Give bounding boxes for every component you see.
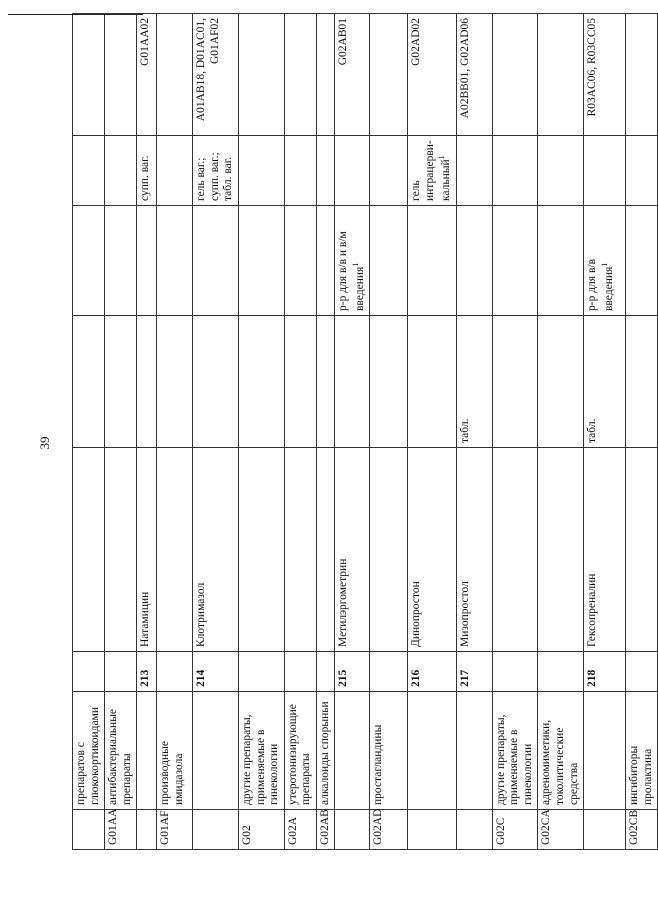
row-atc-cell [137,14,157,136]
row-code-cell-text: G02CB [628,809,641,845]
row-form-injection-cell [73,206,105,316]
row-form-other-cell [538,136,584,206]
row-group-cell-text: простагландины [372,724,385,805]
row-group-cell [157,692,193,810]
row-code-cell [335,810,370,850]
row-code-cell-text: G02A [286,816,299,845]
row-group-cell [335,692,370,810]
row-group-cell [137,692,157,810]
table-row [335,14,370,850]
row-atc-cell [238,14,284,136]
row-drug-name-cell-text: Динопростон [410,581,423,647]
row-form-injection-cell [316,206,335,316]
row-atc-cell [316,14,335,136]
table-row [538,14,584,850]
row-form-injection-cell [370,206,408,316]
row-form-injection-cell [238,206,284,316]
row-form-tablet-cell [335,316,370,448]
row-number-cell [73,652,105,692]
row-form-tablet-cell [193,316,239,448]
row-code-cell-text: G01AF [159,810,172,845]
row-drug-name-cell [105,448,137,652]
row-drug-name-cell [584,448,626,652]
row-number-cell-text: 216 [410,669,423,687]
row-form-tablet-cell-text: табл. [586,418,599,443]
row-form-tablet-cell [538,316,584,448]
row-group-cell [238,692,284,810]
row-code-cell-text: G02AD [372,808,385,845]
row-drug-name-cell [626,448,658,652]
table-row [238,14,284,850]
row-atc-cell [105,14,137,136]
row-form-injection-cell-text: р-р для в/в и в/м введения [337,231,366,311]
row-form-tablet-cell [492,316,538,448]
row-atc-cell [157,14,193,136]
row-group-cell [492,692,538,810]
table-row [284,14,316,850]
footnote-marker: 1 [599,262,609,267]
row-number-cell [193,652,239,692]
row-number-cell-text: 217 [458,669,471,687]
row-atc-cell [284,14,316,136]
row-drug-name-cell [538,448,584,652]
row-form-other-cell-text: гель ваг.; супп. ваг.; табл. ваг. [195,152,235,201]
row-group-cell-text: антибактериальные препараты [107,708,133,805]
row-drug-name-cell-text: Мизопростол [458,581,471,647]
table-row [584,14,626,850]
row-form-injection-cell [157,206,193,316]
row-atc-cell-text: A01AB18, D01AC01, G01AF02 [195,18,221,122]
row-form-other-cell [316,136,335,206]
row-group-cell [584,692,626,810]
row-form-tablet-cell [316,316,335,448]
row-group-cell [626,692,658,810]
row-form-tablet-cell [626,316,658,448]
row-number-cell [370,652,408,692]
row-group-cell-text: другие препараты, применяемые в гинекологии [494,714,534,805]
row-atc-cell [626,14,658,136]
row-number-cell [538,652,584,692]
row-form-injection-cell [284,206,316,316]
row-number-cell [105,652,137,692]
row-group-cell [370,692,408,810]
row-number-cell-text: 215 [337,669,350,687]
row-drug-name-cell [370,448,408,652]
row-group-cell-text: препаратов с глюкокортикоидами [75,706,101,805]
row-drug-name-cell [316,448,335,652]
row-atc-cell [193,14,239,136]
row-code-cell-text: G02CA [540,809,553,845]
table-row [105,14,137,850]
row-form-other-cell [335,136,370,206]
row-form-injection-cell [492,206,538,316]
row-number-cell [456,652,492,692]
row-code-cell [408,810,457,850]
row-form-injection-cell [408,206,457,316]
row-number-cell-text: 218 [586,669,599,687]
row-form-injection-cell [335,206,370,316]
row-atc-cell-text: G02AD02 [410,18,423,66]
row-group-cell-text: производные имидазола [159,741,185,805]
row-atc-cell [538,14,584,136]
row-number-cell-text: 214 [195,669,208,687]
row-form-injection-cell [137,206,157,316]
row-code-cell-text: G01AA [107,808,120,845]
row-code-cell [456,810,492,850]
row-atc-cell [73,14,105,136]
row-form-other-cell-text: супп. ваг. [139,155,152,201]
table-row [626,14,658,850]
row-atc-cell [492,14,538,136]
row-atc-cell-text: A02BB01, G02AD06 [458,18,471,119]
drug-table-body [73,14,658,850]
table-row [316,14,335,850]
row-atc-cell [408,14,457,136]
row-form-other-cell [408,136,457,206]
row-atc-cell-text: G01AA02 [139,18,152,66]
row-code-cell [370,810,408,850]
row-group-cell [538,692,584,810]
table-row [370,14,408,850]
row-form-injection-cell [456,206,492,316]
row-form-other-cell [157,136,193,206]
row-form-other-cell [137,136,157,206]
row-code-cell [316,810,335,850]
row-form-injection-cell [193,206,239,316]
row-group-cell-text: другие препараты, применяемые в гинекологии [240,714,281,805]
row-drug-name-cell [73,448,105,652]
row-code-cell [284,810,316,850]
row-number-cell [137,652,157,692]
row-form-tablet-cell [284,316,316,448]
row-code-cell [193,810,239,850]
row-code-cell [626,810,658,850]
row-number-cell [492,652,538,692]
row-group-cell [193,692,239,810]
row-drug-name-cell-text: Метилэргометрин [337,558,350,647]
row-group-cell [284,692,316,810]
row-code-cell [137,810,157,850]
row-code-cell [538,810,584,850]
row-form-tablet-cell-text: табл. [458,418,471,443]
row-group-cell [408,692,457,810]
row-form-other-cell [284,136,316,206]
row-number-cell [284,652,316,692]
row-form-other-cell-text: гель интрацерви- кальный [410,140,453,201]
drug-table [72,13,658,850]
row-atc-cell-text: R03AC06, R03CC05 [586,18,599,117]
footnote-marker: 1 [350,262,360,267]
table-row [408,14,457,850]
row-form-other-cell [73,136,105,206]
row-group-cell-text: ингибиторы пролактина [628,745,654,805]
row-atc-cell [370,14,408,136]
row-drug-name-cell [157,448,193,652]
row-form-injection-cell [584,206,626,316]
table-row [456,14,492,850]
row-atc-cell-text: G02AB01 [337,18,350,66]
row-form-injection-cell [626,206,658,316]
row-atc-cell [584,14,626,136]
row-form-other-cell [626,136,658,206]
row-form-tablet-cell [73,316,105,448]
row-number-cell [157,652,193,692]
row-form-injection-cell [538,206,584,316]
footnote-rule [8,14,143,15]
row-form-other-cell [238,136,284,206]
row-drug-name-cell [193,448,239,652]
row-form-injection-cell-text: р-р для в/в введения [586,258,615,311]
page-number: 39 [37,436,52,450]
table-row [193,14,239,850]
row-drug-name-cell [456,448,492,652]
table-row [137,14,157,850]
table-row [492,14,538,850]
row-code-cell-text: G02C [494,817,507,845]
row-form-other-cell [193,136,239,206]
row-drug-name-cell [238,448,284,652]
row-number-cell [316,652,335,692]
row-group-cell [316,692,335,810]
row-number-cell-text: 213 [139,669,152,687]
row-code-cell [584,810,626,850]
row-drug-name-cell [284,448,316,652]
row-group-cell-text: утеротонизирующие препараты [286,704,313,805]
row-drug-name-cell [335,448,370,652]
row-code-cell [238,810,284,850]
row-form-other-cell [456,136,492,206]
row-form-other-cell [370,136,408,206]
row-form-tablet-cell [137,316,157,448]
row-form-tablet-cell [157,316,193,448]
table-row [73,14,105,850]
row-code-cell [105,810,137,850]
row-group-cell [105,692,137,810]
row-drug-name-cell-text: Натамицин [139,591,152,647]
row-drug-name-cell-text: Гексопреналин [586,573,599,647]
row-form-injection-cell [105,206,137,316]
row-code-cell [157,810,193,850]
row-atc-cell [456,14,492,136]
row-form-tablet-cell [105,316,137,448]
row-drug-name-cell [137,448,157,652]
row-atc-cell [335,14,370,136]
row-number-cell [408,652,457,692]
row-code-cell [492,810,538,850]
row-code-cell-text: G02 [240,825,253,845]
row-form-other-cell [105,136,137,206]
row-drug-name-cell-text: Клотримазол [195,582,208,647]
row-number-cell [335,652,370,692]
row-number-cell [626,652,658,692]
row-group-cell [456,692,492,810]
row-number-cell [584,652,626,692]
row-form-tablet-cell [238,316,284,448]
row-group-cell-text: алкалоиды спорыньи [318,701,331,805]
row-form-tablet-cell [408,316,457,448]
row-drug-name-cell [492,448,538,652]
row-form-tablet-cell [456,316,492,448]
table-row [157,14,193,850]
row-code-cell-text: G02AB [318,809,331,845]
row-form-other-cell [584,136,626,206]
row-group-cell [73,692,105,810]
row-code-cell [73,810,105,850]
row-number-cell [238,652,284,692]
row-group-cell-text: адреномиметики, токолитические средства [540,719,580,805]
row-form-tablet-cell [370,316,408,448]
row-drug-name-cell [408,448,457,652]
row-form-tablet-cell [584,316,626,448]
footnote-marker: 1 [437,155,447,160]
row-form-other-cell [492,136,538,206]
